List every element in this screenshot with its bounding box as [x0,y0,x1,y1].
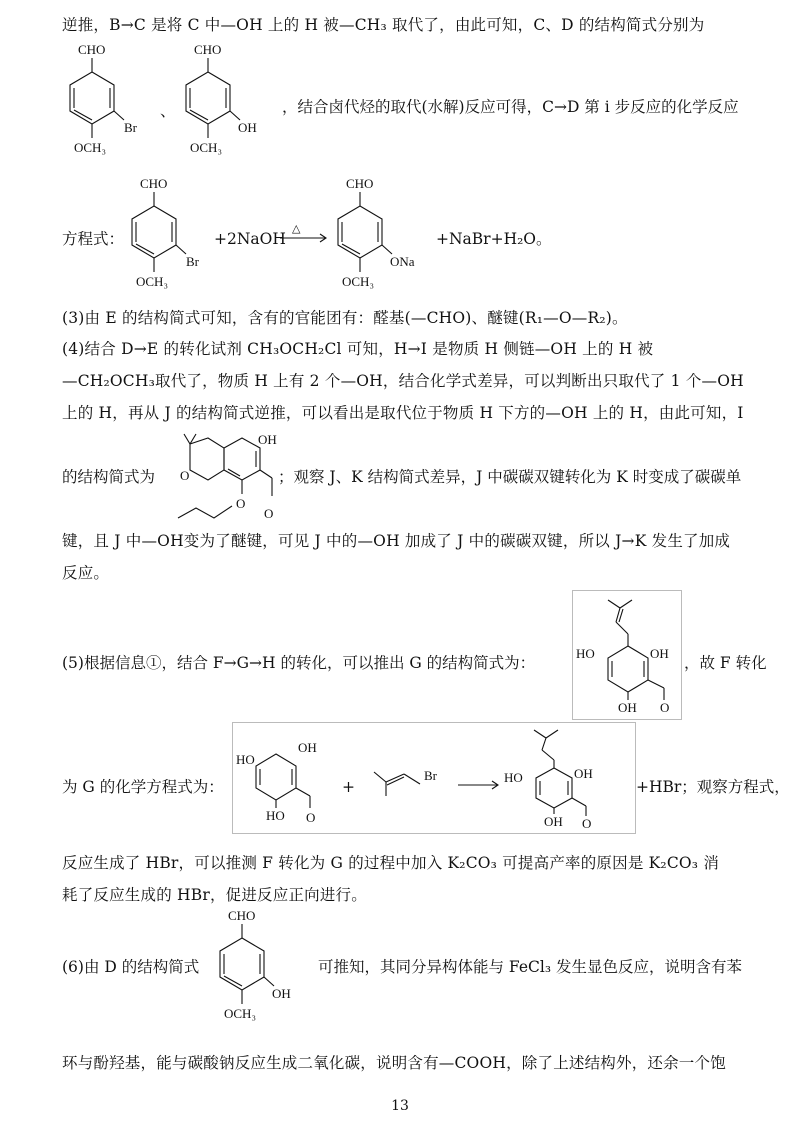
structure-c-bromo [62,38,162,168]
text-line-6: —CH₂OCH₃取代了，物质 H 上有 2 个—OH，结合化学式差异，可以判断出只取代了 1 个—OH [62,372,744,390]
oh-label: OH [272,986,291,1001]
structure-g-product [500,726,610,830]
dunhao-separator: 、 [160,102,176,120]
structure-i-chromene [160,424,278,528]
oh-label: OH [544,814,563,829]
text-line-11b: ，故 F 转化 [684,654,767,672]
text-line-9: 键，且 J 中—OH变为了醚键，可见 J 中的—OH 加成了 J 中的碳碳双键，所以 J→K 发生了加成 [62,532,731,550]
o-label: O [306,810,316,825]
cho-label: CHO [140,176,168,191]
text-line-2: ，结合卤代烃的取代(水解)反应可得，C→D 第 i 步反应的化学反应 [282,98,739,116]
text-line-5: (4)结合 D→E 的转化试剂 CH₃OCH₂Cl 可知，H→I 是物质 H 侧链—OH 上的 H 被 [62,340,654,358]
text-line-1: 逆推，B→C 是将 C 中—OH 上的 H 被—CH₃ 取代了，由此可知，C、D 的结构简式分别为 [62,16,705,34]
o-label: O [582,816,592,831]
o-label: O [660,700,670,715]
text-line-8b: ；观察 J、K 结构简式差异，J 中碳碳双键转化为 K 时变成了碳碳单 [278,468,742,486]
structure-d-vanillin [212,904,312,1034]
text-line-3b: +2NaOH [214,230,286,248]
oh-label: OH [238,120,257,135]
text-line-7: 上的 H，再从 J 的结构简式逆推，可以看出是取代位于物质 H 下方的—OH 上的 H，由此可知，I [62,404,744,422]
br-label: Br [424,768,437,783]
och3-label: OCH₃ [224,1006,256,1021]
o-label: O [264,506,274,521]
text-line-16: 环与酚羟基，能与碳酸钠反应生成二氧化碳，说明含有—COOH，除了上述结构外，还余一个饱 [62,1054,726,1072]
ho-label: HO [576,646,595,661]
ho-label: HO [266,808,285,823]
br-label: Br [186,254,199,269]
text-line-11a: (5)根据信息①，结合 F→G→H 的转化，可以推出 G 的结构简式为： [62,654,536,672]
text-line-15b: 可推知，其同分异构体能与 FeCl₃ 发生显色反应，说明含有苯 [318,958,742,976]
reaction-arrow-heat [278,222,330,246]
cho-label: CHO [78,42,106,57]
structure-g-prenyl [574,592,678,716]
oh-label: OH [574,766,593,781]
oh-label: OH [258,432,277,447]
reaction-arrow [456,778,502,792]
text-line-13: 反应生成了 HBr，可以推测 F 转化为 G 的过程中加入 K₂CO₃ 可提高产率的原因是 K₂CO₃ 消 [62,854,720,872]
o-label: O [236,496,246,511]
text-line-12b: + [342,778,355,796]
text-line-12c: +HBr；观察方程式， [636,778,790,796]
delta-label: △ [292,223,301,235]
text-line-3c: +NaBr+H₂O。 [436,230,552,248]
text-line-12a: 为 G 的化学方程式为： [62,778,224,796]
och3-label: OCH₃ [136,274,168,289]
structure-reactant-bromo [124,172,224,302]
structure-f-phloroglucinol [236,734,336,830]
text-line-14: 耗了反应生成的 HBr，促进反应正向进行。 [62,886,367,904]
och3-label: OCH₃ [190,140,222,155]
oh-label: OH [618,700,637,715]
text-line-3a: 方程式： [62,230,125,248]
cho-label: CHO [228,908,256,923]
o-label: O [180,468,190,483]
cho-label: CHO [346,176,374,191]
oh-label: OH [650,646,669,661]
cho-label: CHO [194,42,222,57]
text-line-10: 反应。 [62,564,110,582]
ona-label: ONa [390,254,415,269]
text-line-15a: (6)由 D 的结构简式 [62,958,200,976]
structure-d-phenol [178,38,278,168]
text-line-8a: 的结构简式为 [62,468,156,486]
oh-label: OH [298,740,317,755]
br-label: Br [124,120,137,135]
ho-label: HO [236,752,255,767]
ho-label: HO [504,770,523,785]
structure-prenyl-bromide [368,760,452,800]
text-line-4: (3)由 E 的结构简式可知，含有的官能团有：醛基(—CHO)、醚键(R₁—O—R₂)。 [62,309,628,327]
och3-label: OCH₃ [342,274,374,289]
och3-label: OCH₃ [74,140,106,155]
structure-product-sodium-phenoxide [330,172,440,302]
page-number: 13 [391,1098,409,1114]
